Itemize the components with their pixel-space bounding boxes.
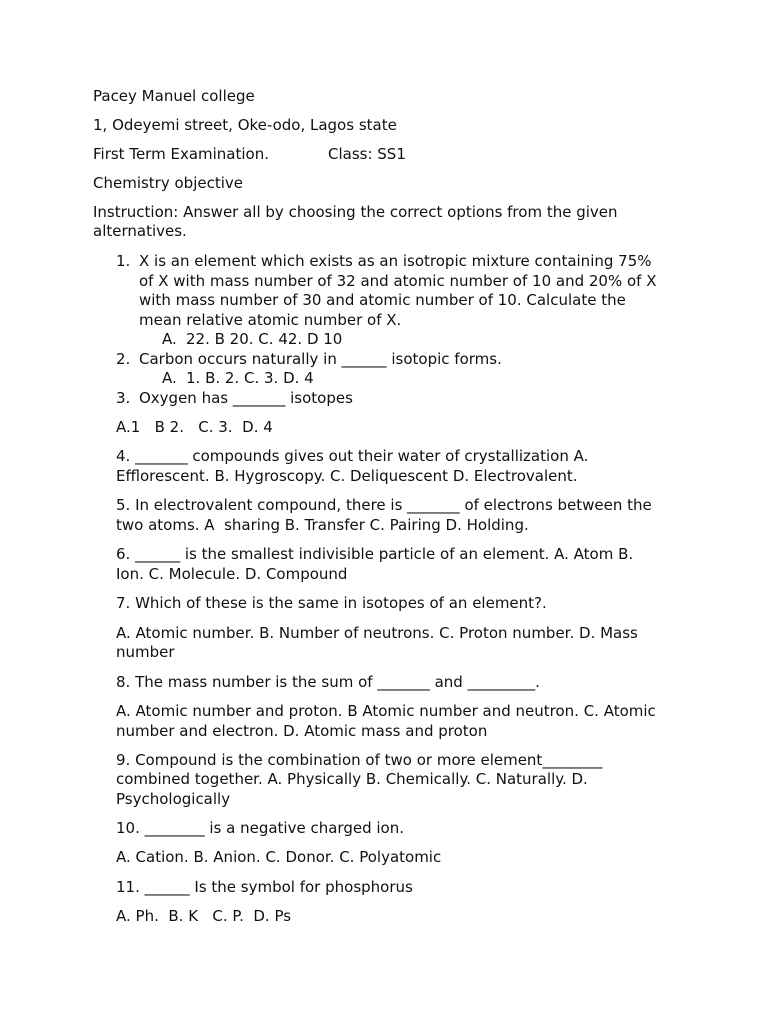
question-1-line-3: with mass number of 30 and atomic number of 10. Calculate the: [139, 291, 626, 309]
instruction-line-1: Instruction: Answer all by choosing the correct options from the given: [93, 203, 618, 221]
question-3-text: Oxygen has _______ isotopes: [139, 389, 353, 407]
school-address: 1, Odeyemi street, Oke-odo, Lagos state: [93, 116, 397, 134]
instruction-line-2: alternatives.: [93, 222, 187, 240]
question-1-line-4: mean relative atomic number of X.: [139, 311, 402, 329]
question-3-number: 3.: [116, 389, 131, 407]
question-10-options: A. Cation. B. Anion. C. Donor. C. Polyatomic: [116, 848, 442, 866]
question-7-options-line-1: A. Atomic number. B. Number of neutrons. C. Proton number. D. Mass: [116, 624, 638, 642]
question-2-text: Carbon occurs naturally in ______ isotopic forms.: [139, 350, 502, 368]
question-8-options-line-2: number and electron. D. Atomic mass and proton: [116, 722, 488, 740]
question-4-line-1: 4. _______ compounds gives out their water of crystallization A.: [116, 447, 589, 465]
question-5-line-2: two atoms. A sharing B. Transfer C. Pairing D. Holding.: [116, 516, 529, 534]
question-6-line-1: 6. ______ is the smallest indivisible particle of an element. A. Atom B.: [116, 545, 634, 563]
question-10-text: 10. ________ is a negative charged ion.: [116, 819, 404, 837]
question-6-line-2: Ion. C. Molecule. D. Compound: [116, 565, 348, 583]
question-9-line-2: combined together. A. Physically B. Chemically. C. Naturally. D.: [116, 770, 588, 788]
class-label: Class: SS1: [328, 145, 406, 163]
question-5-line-1: 5. In electrovalent compound, there is _______ of electrons between the: [116, 496, 652, 514]
question-2-options: 1. B. 2. C. 3. D. 4: [186, 369, 314, 387]
question-2-number: 2.: [116, 350, 131, 368]
question-11-options: A. Ph. B. K C. P. D. Ps: [116, 907, 292, 925]
question-1-options: 22. B 20. C. 42. D 10: [186, 330, 343, 348]
question-1-option-label: A.: [162, 330, 177, 348]
question-11-text: 11. ______ Is the symbol for phosphorus: [116, 878, 413, 896]
question-8-text: 8. The mass number is the sum of _______ and _________.: [116, 673, 540, 691]
question-7-options-line-2: number: [116, 643, 175, 661]
question-8-options-line-1: A. Atomic number and proton. B Atomic number and neutron. C. Atomic: [116, 702, 656, 720]
question-2-option-label: A.: [162, 369, 177, 387]
question-1-line-2: of X with mass number of 32 and atomic number of 10 and 20% of X: [139, 272, 657, 290]
question-3-options: A.1 B 2. C. 3. D. 4: [116, 418, 273, 436]
question-9-line-1: 9. Compound is the combination of two or more element________: [116, 751, 603, 769]
question-4-line-2: Efflorescent. B. Hygroscopy. C. Deliquescent D. Electrovalent.: [116, 467, 578, 485]
exam-title: First Term Examination.: [93, 145, 269, 163]
question-1-number: 1.: [116, 252, 131, 270]
question-7-text: 7. Which of these is the same in isotopes of an element?.: [116, 594, 547, 612]
school-name: Pacey Manuel college: [93, 87, 255, 105]
subject-title: Chemistry objective: [93, 174, 243, 192]
question-9-line-3: Psychologically: [116, 790, 231, 808]
question-1-line-1: X is an element which exists as an isotropic mixture containing 75%: [139, 252, 652, 270]
